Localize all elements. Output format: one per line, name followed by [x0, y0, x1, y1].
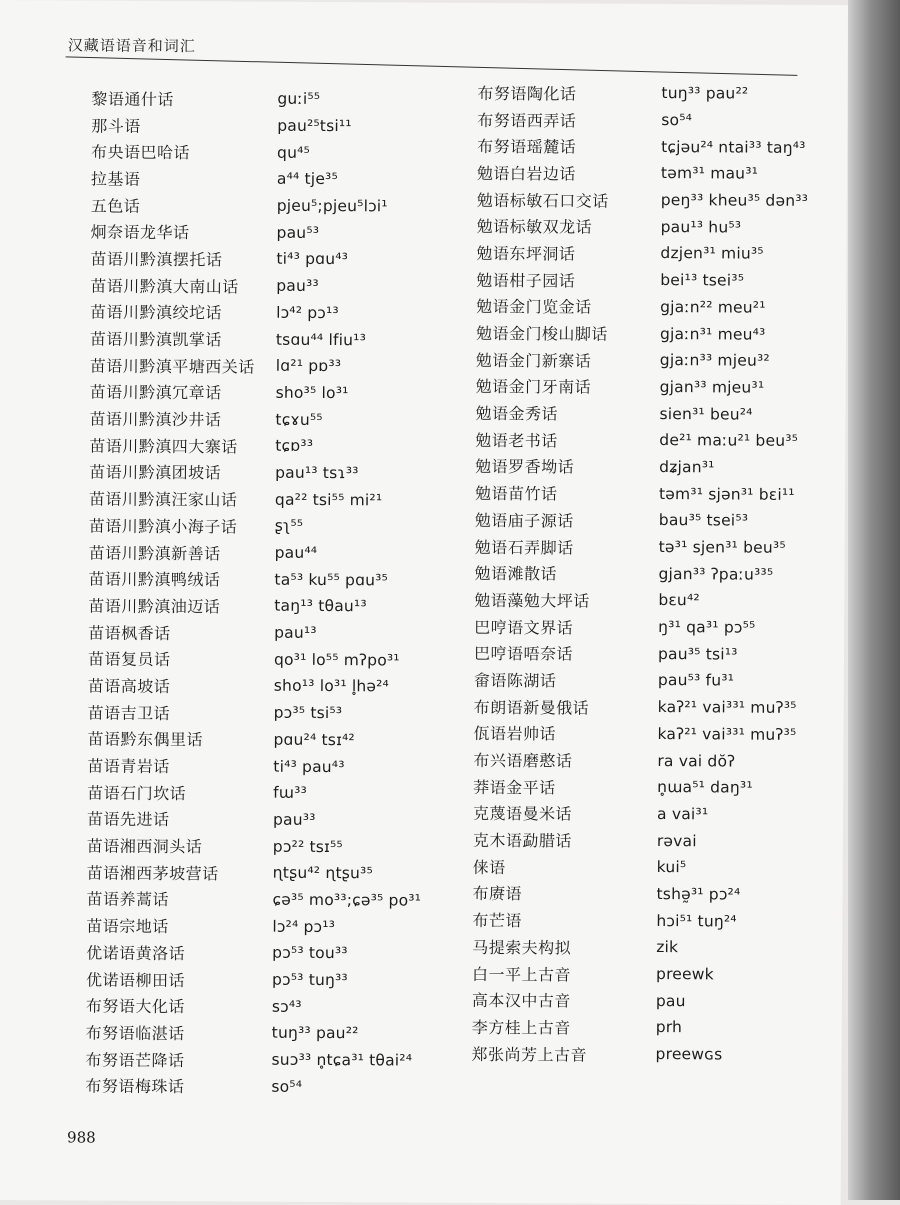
- entry-row: [473, 826, 804, 855]
- dialect-name: 优诺语柳田话: [85, 970, 186, 990]
- entry-row: [88, 618, 423, 647]
- phonetic-form: tə³¹ sjen³¹ beu³⁵: [658, 538, 786, 557]
- phonetic-form: preewɢs: [655, 1045, 723, 1064]
- phonetic-form: pau³³: [272, 810, 316, 829]
- dialect-name: 布兴语磨憨话: [473, 750, 573, 771]
- entry-row: [90, 271, 425, 300]
- entry-row: [91, 218, 426, 247]
- phonetic-form: lɑ²¹ pɒ³³: [275, 356, 342, 376]
- entry-row: [89, 485, 424, 514]
- phonetic-form: tshə̰³¹ pɔ²⁴: [656, 884, 741, 904]
- dialect-name: 勉语东坪洞话: [476, 243, 576, 264]
- phonetic-form: ɳtʂu⁴² ɳtʂu³⁵: [272, 863, 373, 883]
- entry-row: [476, 266, 807, 295]
- phonetic-form: sien³¹ beu²⁴: [659, 404, 753, 424]
- entry-row: [88, 565, 423, 594]
- phonetic-form: pau: [655, 991, 686, 1010]
- entry-row: [91, 138, 426, 167]
- phonetic-form: pau¹³ hu⁵³: [660, 217, 742, 237]
- dialect-name: 苗语高坡话: [87, 676, 171, 697]
- dialect-name: 苗语先进话: [86, 809, 170, 830]
- dialect-name: 勉语藻勉大坪话: [474, 590, 590, 611]
- phonetic-form: pɑu²⁴ tsɪ⁴²: [273, 730, 355, 750]
- header-rule: [66, 56, 798, 76]
- phonetic-form: sho¹³ lo³¹ l̥hə²⁴: [273, 677, 390, 696]
- entry-row: [476, 292, 807, 321]
- phonetic-form: pau³⁵ tsi¹³: [657, 644, 738, 664]
- dialect-name: 苗语川黔滇摆托话: [90, 249, 223, 270]
- phonetic-form: kaʔ²¹ vai³³¹ muʔ³⁵: [657, 724, 797, 744]
- entry-row: [472, 906, 803, 935]
- entry-row: [473, 799, 804, 828]
- phonetic-form: gjaːn³³ mjeu³²: [659, 351, 770, 370]
- dialect-name: 勉语金门新寨话: [475, 350, 592, 371]
- dialect-name: 巴哼语唔奈话: [473, 644, 574, 664]
- entry-row: [91, 191, 426, 220]
- entry-row: [472, 986, 803, 1015]
- dialect-name: 布努语芒降话: [85, 1050, 185, 1070]
- dialect-name: 五色话: [90, 196, 141, 216]
- entry-row: [90, 245, 425, 274]
- entry-row: [87, 858, 422, 887]
- phonetic-form: sho³⁵ lo³¹: [275, 383, 349, 403]
- dialect-name: 畲语陈湖话: [473, 670, 557, 691]
- dialect-name: 勉语标敏双龙话: [476, 217, 593, 237]
- dialect-name: 布努语西弄话: [477, 110, 577, 131]
- entry-row: [476, 346, 807, 375]
- phonetic-form: təm³¹ mau³¹: [660, 164, 759, 184]
- phonetic-form: ti⁴³ pɑu⁴³: [276, 250, 349, 269]
- entry-row: [475, 479, 806, 508]
- phonetic-form: dzjen³¹ miu³⁵: [660, 244, 764, 264]
- phonetic-form: tuŋ³³ pau²²: [271, 1024, 359, 1043]
- dialect-name: 郑张尚芳上古音: [471, 1044, 588, 1065]
- phonetic-form: so⁵⁴: [271, 1077, 303, 1096]
- entry-row: [85, 1045, 420, 1074]
- phonetic-form: de²¹ maːu²¹ beu³⁵: [659, 431, 799, 451]
- entry-row: [89, 431, 424, 460]
- phonetic-form: pau⁵³: [276, 223, 320, 242]
- phonetic-form: pɔ⁵³ tuŋ³³: [271, 970, 348, 990]
- dialect-name: 莽语金平话: [473, 777, 556, 798]
- dialect-name: 苗语青岩话: [87, 756, 170, 777]
- phonetic-form: tɕjəu²⁴ ntai³³ taŋ⁴³: [661, 137, 806, 157]
- dialect-name: 苗语川黔滇大南山话: [90, 276, 239, 297]
- entry-row: [89, 405, 424, 434]
- entry-row: [87, 832, 422, 861]
- page-edge-shadow: [848, 0, 900, 1200]
- dialect-name: 李方桂上古音: [471, 1017, 571, 1038]
- entry-row: [473, 773, 804, 802]
- dialect-name: 布努语瑶麓话: [477, 137, 577, 157]
- entry-row: [472, 880, 803, 909]
- entry-row: [473, 746, 804, 775]
- entry-row: [87, 752, 422, 781]
- dialect-name: 苗语川黔滇汪家山话: [88, 489, 238, 510]
- dialect-name: 布努语陶化话: [477, 83, 577, 104]
- dialect-name: 勉语滩散话: [474, 564, 558, 584]
- entry-row: [472, 933, 803, 962]
- dialect-name: 勉语金秀话: [475, 404, 559, 424]
- entry-row: [475, 426, 806, 455]
- entry-row: [87, 725, 422, 754]
- dialect-name: 苗语川黔滇小海子话: [88, 516, 238, 537]
- dialect-name: 勉语石弄脚话: [474, 537, 574, 558]
- phonetic-form: so⁵⁴: [661, 111, 693, 130]
- entry-row: [89, 512, 424, 541]
- phonetic-form: kui⁵: [656, 858, 687, 877]
- phonetic-form: kaʔ²¹ vai³³¹ muʔ³⁵: [657, 698, 797, 718]
- entry-row: [86, 939, 421, 968]
- phonetic-form: pau³³: [276, 276, 319, 296]
- entry-row: [90, 325, 425, 354]
- entry-row: [91, 111, 426, 140]
- entry-row: [86, 965, 421, 994]
- phonetic-form: lɔ⁴² pɔ¹³: [276, 303, 339, 322]
- phonetic-form: bei¹³ tsei³⁵: [660, 271, 745, 290]
- dialect-name: 苗语枫香话: [88, 623, 171, 643]
- phonetic-form: pɔ²² tsɪ⁵⁵: [272, 837, 343, 856]
- dialect-name: 勉语白岩边话: [476, 163, 577, 184]
- dialect-name: 勉语老书话: [475, 430, 558, 451]
- phonetic-form: guːi⁵⁵: [277, 90, 321, 109]
- entry-row: [88, 592, 423, 621]
- entry-row: [474, 693, 805, 722]
- entry-row: [475, 506, 806, 535]
- dialect-name: 布芒语: [472, 911, 522, 931]
- dialect-name: 勉语金门览金话: [476, 297, 592, 317]
- phonetic-form: pau¹³ tsɿ³³: [275, 463, 359, 483]
- dialect-name: 拉基语: [90, 169, 141, 189]
- entry-row: [87, 805, 422, 834]
- entry-row: [475, 399, 806, 428]
- entry-row: [476, 319, 807, 348]
- entry-row: [474, 586, 805, 615]
- entry-row: [88, 672, 423, 701]
- phonetic-form: ra vai dŏʔ: [657, 751, 736, 771]
- dialect-name: 苗语川黔滇新善话: [88, 543, 221, 563]
- entry-row: [472, 1013, 803, 1042]
- phonetic-form: pɔ³⁵ tsi⁵³: [273, 703, 343, 723]
- dialect-name: 优诺语黄洛话: [86, 943, 186, 963]
- entry-row: [477, 159, 808, 188]
- phonetic-form: ŋ³¹ qa³¹ pɔ⁵⁵: [658, 618, 756, 637]
- dialect-name: 勉语苗竹话: [474, 484, 558, 504]
- phonetic-form: ɕə³⁵ mo³³;ɕə³⁵ po³¹: [272, 890, 422, 910]
- phonetic-form: zik: [656, 938, 679, 957]
- phonetic-form: tsɑu⁴⁴ lfiu¹³: [275, 330, 367, 349]
- dialect-name: 苗语石门坎话: [87, 783, 187, 803]
- entry-row: [477, 186, 808, 215]
- phonetic-form: taŋ¹³ tθau¹³: [274, 597, 367, 616]
- dialect-name: 苗语养蒿话: [86, 890, 170, 910]
- phonetic-form: ʂʅ⁵⁵: [274, 517, 304, 536]
- dialect-name: 苗语川黔滇油迈话: [88, 596, 221, 617]
- phonetic-form: pau⁵³ fu³¹: [657, 671, 735, 690]
- phonetic-form: pau⁴⁴: [274, 543, 318, 562]
- phonetic-form: qa²² tsi⁵⁵ mi²¹: [274, 490, 383, 510]
- entry-row: [474, 639, 805, 668]
- dialect-name: 布努语梅珠话: [85, 1076, 185, 1097]
- phonetic-form: rəvai: [656, 831, 697, 850]
- dialect-name: 苗语川黔滇凯掌话: [89, 329, 223, 350]
- entry-row: [91, 165, 426, 194]
- phonetic-form: a vai³¹: [656, 804, 709, 824]
- phonetic-form: sɔ⁴³: [271, 997, 302, 1016]
- entry-row: [90, 378, 425, 407]
- dialect-name: 那斗语: [91, 116, 141, 136]
- entry-row: [476, 239, 807, 268]
- dialect-name: 苗语川黔滇绞坨话: [90, 302, 223, 323]
- dialect-name: 布努语临湛话: [85, 1023, 185, 1044]
- phonetic-form: gjaːn²² meu²¹: [660, 297, 766, 317]
- dialect-name: 苗语川黔滇团坡话: [89, 463, 222, 483]
- entry-row: [474, 559, 805, 588]
- dialect-name: 苗语湘西洞头话: [86, 836, 203, 857]
- dialect-name: 勉语金门梭山脚话: [475, 323, 609, 344]
- running-header: 汉藏语语音和词汇: [67, 36, 196, 56]
- entry-row: [475, 453, 806, 482]
- phonetic-form: bau³⁵ tsei⁵³: [658, 511, 749, 530]
- entry-row: [477, 212, 808, 241]
- phonetic-form: qu⁴⁵: [277, 143, 311, 162]
- phonetic-form: n̥ɯa⁵¹ daŋ³¹: [657, 778, 753, 797]
- phonetic-form: a⁴⁴ tje³⁵: [276, 170, 338, 189]
- entry-row: [89, 458, 424, 487]
- right-column: [471, 79, 808, 1068]
- phonetic-form: tuŋ³³ pau²²: [661, 84, 749, 103]
- dialect-name: 勉语庙子源话: [474, 510, 574, 531]
- dialect-name: 黎语通什话: [91, 89, 174, 109]
- dialect-name: 苗语川黔滇沙井话: [89, 409, 222, 430]
- phonetic-form: təm³¹ sjən³¹ bɛi¹¹: [658, 484, 795, 504]
- dialect-name: 炯奈语龙华话: [90, 222, 190, 243]
- dialect-name: 苗语黔东偶里话: [87, 729, 204, 750]
- entry-row: [476, 372, 807, 401]
- entry-row: [86, 885, 421, 914]
- dialect-name: 苗语川黔滇平塘西关话: [89, 356, 255, 377]
- dialect-name: 布朗语新曼俄话: [473, 697, 590, 718]
- phonetic-form: gjan³³ ʔpaːu³³⁵: [658, 564, 774, 584]
- left-column: [85, 85, 426, 1101]
- entry-row: [85, 1072, 420, 1101]
- dialect-name: 马提索夫构拟: [472, 937, 572, 958]
- phonetic-form: ta⁵³ ku⁵⁵ pɑu³⁵: [274, 570, 389, 590]
- phonetic-form: gjan³³ mjeu³¹: [659, 377, 765, 397]
- phonetic-form: bɛu⁴²: [658, 591, 700, 610]
- dialect-name: 苗语川黔滇鸭绒话: [88, 569, 221, 590]
- dialect-name: 布赓语: [472, 884, 523, 904]
- entry-row: [475, 533, 806, 562]
- phonetic-form: qo³¹ lo⁵⁵ mʔpo³¹: [273, 650, 400, 670]
- dialect-name: 苗语川黔滇冗章话: [89, 382, 222, 403]
- phonetic-form: pau²⁵tsi¹¹: [277, 116, 352, 136]
- dialect-name: 勉语金门牙南话: [475, 377, 592, 398]
- phonetic-form: gjaːn³¹ meu⁴³: [659, 324, 766, 344]
- entry-row: [88, 698, 423, 727]
- dialect-name: 巴哼语文界话: [474, 617, 574, 638]
- entry-row: [90, 298, 425, 327]
- entry-row: [471, 1040, 802, 1069]
- entry-row: [477, 79, 808, 108]
- entry-row: [86, 912, 421, 941]
- dialect-name: 白一平上古音: [472, 964, 572, 985]
- entry-row: [89, 538, 424, 567]
- dialect-name: 布努语大化话: [85, 996, 185, 1017]
- phonetic-form: pɔ⁵³ tou³³: [272, 944, 348, 963]
- entry-row: [474, 613, 805, 642]
- phonetic-form: lɔ²⁴ pɔ¹³: [272, 917, 336, 936]
- dialect-name: 佤语岩帅话: [473, 724, 557, 744]
- entry-row: [88, 645, 423, 674]
- dialect-name: 克蔑语曼米话: [472, 804, 573, 824]
- dialect-name: 勉语标敏石口交话: [476, 190, 609, 211]
- phonetic-form: ti⁴³ pau⁴³: [273, 757, 345, 776]
- entry-row: [473, 719, 804, 748]
- dialect-name: 苗语湘西茅坡营话: [86, 863, 219, 884]
- entry-row: [87, 778, 422, 807]
- entry-row: [474, 666, 805, 695]
- entry-row: [477, 132, 808, 161]
- phonetic-form: tɕɤu⁵⁵: [275, 410, 323, 429]
- phonetic-form: preewk: [656, 965, 714, 984]
- dialect-name: 苗语吉卫话: [87, 703, 171, 723]
- phonetic-form: pau¹³: [274, 623, 317, 643]
- entry-row: [477, 106, 808, 135]
- phonetic-form: hɔi⁵¹ tuŋ²⁴: [656, 911, 737, 931]
- dialect-name: 俫语: [472, 857, 506, 877]
- phonetic-form: pjeu⁵;pjeu⁵lɔi¹: [276, 196, 388, 216]
- phonetic-form: fɯ³³: [273, 783, 308, 803]
- dialect-name: 布央语巴哈话: [91, 142, 191, 163]
- dialect-name: 克木语勐腊话: [472, 830, 572, 851]
- entry-row: [90, 351, 425, 380]
- phonetic-form: peŋ³³ kheu³⁵ dən³³: [660, 191, 809, 211]
- entry-row: [91, 85, 426, 114]
- phonetic-form: prh: [655, 1018, 683, 1037]
- dialect-name: 勉语柑子园话: [476, 270, 576, 291]
- dialect-name: 勉语罗香坳话: [475, 457, 575, 477]
- entry-row: [473, 853, 804, 882]
- entry-row: [86, 1019, 421, 1048]
- entry-row: [472, 960, 803, 989]
- entry-row: [86, 992, 421, 1021]
- dialect-name: 高本汉中古音: [471, 991, 571, 1011]
- page-number: 988: [66, 1128, 96, 1147]
- phonetic-form: suɔ³³ n̥tɕa³¹ tθai²⁴: [271, 1050, 413, 1070]
- dialect-name: 苗语川黔滇四大寨话: [89, 436, 238, 457]
- phonetic-form: dʑjan³¹: [659, 458, 715, 477]
- dialect-name: 苗语宗地话: [86, 916, 169, 937]
- phonetic-form: tɕɒ³³: [275, 436, 314, 456]
- dialect-name: 苗语复员话: [87, 649, 171, 670]
